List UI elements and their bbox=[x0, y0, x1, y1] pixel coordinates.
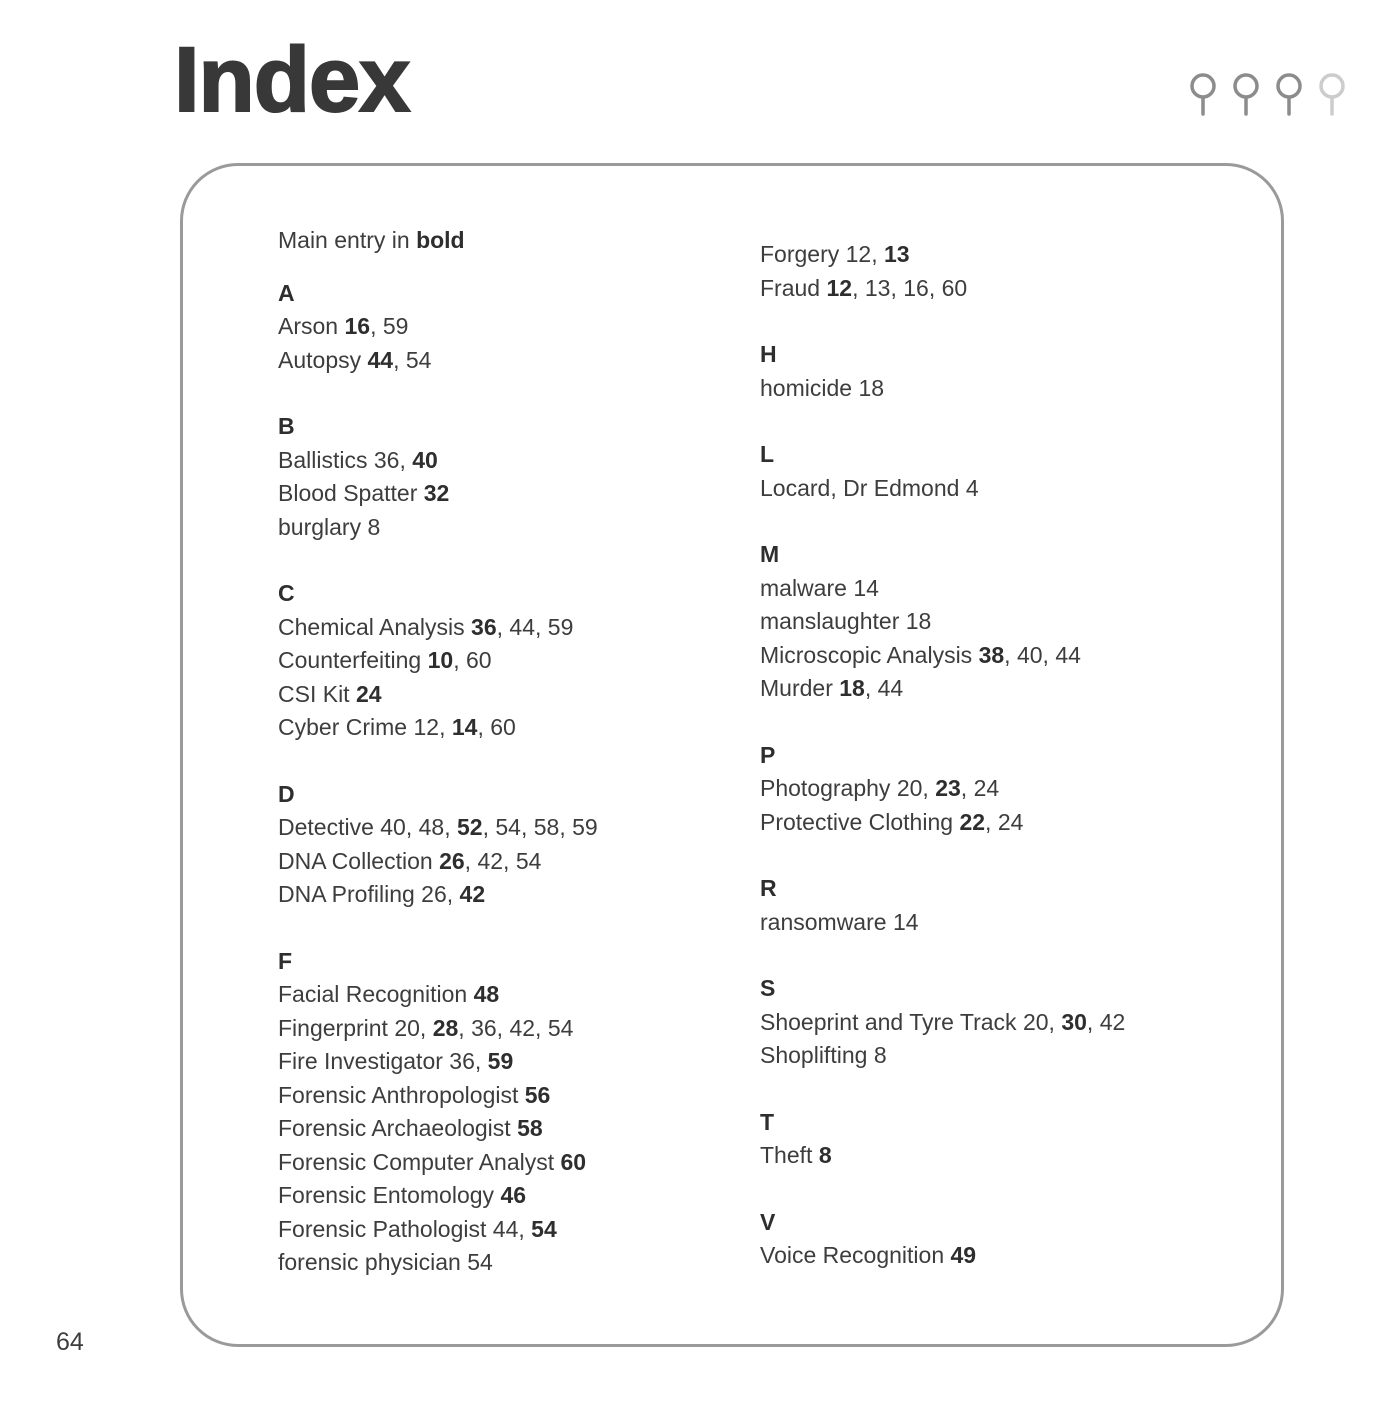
index-entry: Ballistics 36, 40 bbox=[278, 446, 438, 473]
index-group bbox=[278, 577, 718, 745]
page-ref-main: 42 bbox=[459, 881, 486, 907]
page-ref: 16 bbox=[903, 274, 929, 301]
page-ref: 42 bbox=[477, 847, 504, 874]
entry-term: ransomware bbox=[760, 908, 893, 935]
page-ref-main: 38 bbox=[978, 641, 1005, 668]
index-entry: Shoeprint and Tyre Track 20, 30, 42 bbox=[760, 1008, 1126, 1035]
page-ref-main: 8 bbox=[818, 1142, 832, 1168]
entry-term: Arson bbox=[278, 313, 345, 339]
page-ref: 26 bbox=[421, 881, 447, 907]
entry-term: Fire Investigator bbox=[278, 1048, 450, 1074]
index-entry: Forensic Pathologist 44, 54 bbox=[278, 1215, 557, 1242]
page-ref: 54 bbox=[515, 847, 542, 874]
index-entry bbox=[760, 1039, 1240, 1073]
entry-term: Shoplifting bbox=[760, 1042, 874, 1068]
page-ref: 54 bbox=[467, 1249, 493, 1275]
index-box bbox=[180, 163, 1284, 1347]
index-group bbox=[760, 972, 1240, 1073]
entry-term: Photography bbox=[760, 775, 897, 801]
letter-heading: P bbox=[760, 741, 776, 768]
page-ref: 54 bbox=[405, 346, 432, 373]
entry-term: Fraud bbox=[760, 274, 827, 301]
entry-term: Counterfeiting bbox=[278, 647, 428, 673]
index-entry: Autopsy 44, 54 bbox=[278, 346, 432, 373]
page-ref: 40 bbox=[1016, 641, 1043, 668]
page-ref: 36 bbox=[471, 1014, 497, 1041]
letter-heading: V bbox=[760, 1208, 776, 1235]
index-entry: Microscopic Analysis 38, 40, 44 bbox=[760, 641, 1081, 668]
page-ref-main: 24 bbox=[355, 680, 382, 707]
magnifier-icon bbox=[1274, 72, 1304, 122]
entry-term: Blood Spatter bbox=[278, 480, 424, 506]
page-ref: 44 bbox=[877, 675, 904, 701]
page-ref-main: 36 bbox=[471, 613, 497, 640]
index-group bbox=[760, 338, 1240, 405]
page-ref-main: 46 bbox=[500, 1182, 527, 1208]
letter-heading: S bbox=[760, 975, 776, 1001]
page-ref: 54 bbox=[547, 1014, 574, 1041]
letter-heading: A bbox=[278, 279, 295, 306]
letter-heading: F bbox=[278, 947, 293, 974]
index-group bbox=[760, 238, 1240, 305]
page-ref-main: 32 bbox=[423, 480, 450, 506]
index-entry bbox=[278, 477, 718, 511]
page-ref: 13 bbox=[864, 274, 891, 301]
index-entry: Chemical Analysis 36, 44, 59 bbox=[278, 613, 574, 640]
page-ref: 48 bbox=[418, 814, 445, 840]
page-ref: 24 bbox=[973, 775, 1000, 801]
magnifier-icons-row bbox=[1188, 72, 1347, 122]
entry-term: homicide bbox=[760, 374, 859, 401]
page-ref-main: 49 bbox=[950, 1242, 977, 1268]
entry-term: Shoeprint and Tyre Track bbox=[760, 1008, 1023, 1035]
page-ref: 40 bbox=[380, 814, 406, 840]
index-entry: Fraud 12, 13, 16, 60 bbox=[760, 274, 968, 301]
index-entry bbox=[278, 1112, 718, 1146]
entry-term: DNA Profiling bbox=[278, 881, 422, 907]
page-ref-main: 16 bbox=[344, 313, 371, 339]
letter-heading: T bbox=[760, 1108, 775, 1135]
bold-note-prefix: Main entry in bbox=[278, 227, 417, 253]
page-ref: 44 bbox=[1055, 641, 1081, 668]
entry-term: Microscopic Analysis bbox=[760, 641, 979, 668]
page-ref: 59 bbox=[572, 814, 598, 840]
page-ref-main: 48 bbox=[473, 981, 500, 1007]
entry-term: Theft bbox=[760, 1142, 819, 1168]
index-group bbox=[760, 1206, 1240, 1273]
index-entry: Protective Clothing 22, 24 bbox=[760, 808, 1024, 835]
page-ref: 54 bbox=[495, 814, 521, 840]
page-ref: 36 bbox=[449, 1048, 475, 1074]
index-group bbox=[278, 277, 718, 378]
entry-term: malware bbox=[760, 574, 854, 601]
page-ref-main: 28 bbox=[432, 1014, 459, 1041]
page-ref-main: 58 bbox=[517, 1115, 543, 1141]
bold-note-word: bold bbox=[416, 227, 465, 253]
entry-term: Forensic Archaeologist bbox=[278, 1115, 518, 1141]
page-ref-main: 59 bbox=[487, 1048, 514, 1074]
index-group bbox=[760, 438, 1240, 505]
page-ref-main: 40 bbox=[412, 446, 438, 473]
page-ref: 18 bbox=[858, 374, 885, 401]
letter-heading: R bbox=[760, 875, 777, 901]
page-ref: 59 bbox=[382, 313, 409, 339]
page-ref: 12 bbox=[413, 714, 440, 740]
index-entry bbox=[760, 1239, 1240, 1273]
page-ref-main: 14 bbox=[451, 714, 478, 740]
entry-term: Voice Recognition bbox=[760, 1242, 951, 1268]
page-ref-main: 56 bbox=[524, 1081, 551, 1108]
page-ref: 36 bbox=[373, 446, 400, 473]
entry-term: Forensic Anthropologist bbox=[278, 1081, 525, 1108]
page-ref-main: 13 bbox=[884, 241, 910, 267]
page-ref: 20 bbox=[394, 1014, 420, 1041]
page-ref: 8 bbox=[367, 513, 381, 540]
page-ref: 18 bbox=[905, 608, 932, 634]
index-entry bbox=[760, 906, 1240, 940]
page-ref: 60 bbox=[465, 647, 492, 673]
page-ref: 20 bbox=[896, 775, 923, 801]
letter-heading: L bbox=[760, 441, 775, 467]
page-ref: 24 bbox=[997, 808, 1024, 835]
page-ref-main: 60 bbox=[560, 1148, 587, 1175]
entry-term: Forensic Pathologist bbox=[278, 1215, 493, 1242]
entry-term: Detective bbox=[278, 814, 381, 840]
entry-term: Forgery bbox=[760, 241, 846, 267]
page-ref-main: 30 bbox=[1061, 1008, 1087, 1035]
entry-term: Cyber Crime bbox=[278, 714, 414, 740]
page-title: Index bbox=[174, 29, 410, 131]
index-entry bbox=[760, 605, 1240, 639]
page-ref-main: 52 bbox=[457, 814, 483, 840]
index-entry: Murder 18, 44 bbox=[760, 675, 904, 701]
index-entry bbox=[278, 1079, 718, 1113]
index-entry: Fingerprint 20, 28, 36, 42, 54 bbox=[278, 1014, 574, 1041]
index-entry: DNA Collection 26, 42, 54 bbox=[278, 847, 542, 874]
entry-term: Chemical Analysis bbox=[278, 613, 472, 640]
magnifier-icon bbox=[1317, 72, 1347, 122]
entry-term: Murder bbox=[760, 675, 840, 701]
page-ref-main: 12 bbox=[826, 274, 853, 301]
entry-term: Fingerprint bbox=[278, 1014, 395, 1041]
index-entry: Forgery 12, 13 bbox=[760, 241, 910, 267]
letter-heading: B bbox=[278, 413, 295, 439]
entry-term: burglary bbox=[278, 513, 368, 540]
letter-heading: M bbox=[760, 541, 780, 567]
page-ref: 44 bbox=[509, 613, 535, 640]
entry-term: CSI Kit bbox=[278, 680, 356, 707]
page-ref: 59 bbox=[547, 613, 574, 640]
index-entry bbox=[278, 978, 718, 1012]
index-entry bbox=[278, 1146, 718, 1180]
letter-heading: D bbox=[278, 780, 295, 807]
page-ref-main: 22 bbox=[959, 808, 986, 835]
page-ref-main: 18 bbox=[839, 675, 865, 701]
index-group bbox=[760, 739, 1240, 840]
page-ref-main: 10 bbox=[427, 647, 454, 673]
index-column-left bbox=[278, 224, 718, 1280]
page-ref: 20 bbox=[1022, 1008, 1049, 1035]
entry-term: Autopsy bbox=[278, 346, 368, 373]
page-ref: 12 bbox=[845, 241, 872, 267]
page-number: 64 bbox=[56, 1328, 84, 1356]
page-ref-main: 26 bbox=[439, 847, 465, 874]
page-ref-main: 54 bbox=[531, 1215, 557, 1242]
page-ref-main: 23 bbox=[935, 775, 961, 801]
magnifier-icon bbox=[1188, 72, 1218, 122]
entry-term: manslaughter bbox=[760, 608, 906, 634]
page-ref: 8 bbox=[873, 1042, 887, 1068]
bold-note bbox=[278, 224, 718, 258]
page-ref: 42 bbox=[509, 1014, 536, 1041]
index-entry bbox=[278, 1246, 718, 1280]
entry-term: Facial Recognition bbox=[278, 981, 474, 1007]
index-entry: Detective 40, 48, 52, 54, 58, 59 bbox=[278, 814, 598, 840]
index-entry bbox=[278, 1179, 718, 1213]
index-entry bbox=[278, 511, 718, 545]
index-group bbox=[760, 1106, 1240, 1173]
index-entry: DNA Profiling 26, 42 bbox=[278, 881, 486, 907]
index-entry bbox=[760, 572, 1240, 606]
index-entry bbox=[760, 1139, 1240, 1173]
letter-heading: C bbox=[278, 580, 295, 606]
entry-term: Protective Clothing bbox=[760, 808, 960, 835]
entry-term: forensic physician bbox=[278, 1249, 468, 1275]
index-entry bbox=[760, 372, 1240, 406]
page-ref: 4 bbox=[965, 474, 979, 501]
index-group bbox=[278, 778, 718, 912]
index-entry: Counterfeiting 10, 60 bbox=[278, 647, 492, 673]
entry-term: DNA Collection bbox=[278, 847, 440, 874]
entry-term: Locard, Dr Edmond bbox=[760, 474, 966, 501]
page-ref: 42 bbox=[1099, 1008, 1126, 1035]
index-entry bbox=[278, 678, 718, 712]
letter-heading: H bbox=[760, 341, 777, 367]
magnifier-icon bbox=[1231, 72, 1261, 122]
page-ref: 58 bbox=[533, 814, 560, 840]
page-ref: 44 bbox=[492, 1215, 519, 1242]
index-group bbox=[760, 538, 1240, 706]
index-entry bbox=[760, 472, 1240, 506]
page-ref: 14 bbox=[853, 574, 879, 601]
page-ref: 60 bbox=[941, 274, 968, 301]
index-column-right bbox=[760, 238, 1240, 1273]
page-ref: 14 bbox=[892, 908, 919, 935]
index-group bbox=[760, 872, 1240, 939]
index-entry: Photography 20, 23, 24 bbox=[760, 775, 1000, 801]
page-ref: 60 bbox=[490, 714, 516, 740]
index-group bbox=[278, 945, 718, 1280]
page-ref-main: 44 bbox=[367, 346, 394, 373]
entry-term: Ballistics bbox=[278, 446, 374, 473]
entry-term: Forensic Computer Analyst bbox=[278, 1148, 561, 1175]
index-entry: Cyber Crime 12, 14, 60 bbox=[278, 714, 516, 740]
index-entry: Fire Investigator 36, 59 bbox=[278, 1048, 514, 1074]
index-entry: Arson 16, 59 bbox=[278, 313, 409, 339]
entry-term: Forensic Entomology bbox=[278, 1182, 501, 1208]
index-group bbox=[278, 410, 718, 544]
